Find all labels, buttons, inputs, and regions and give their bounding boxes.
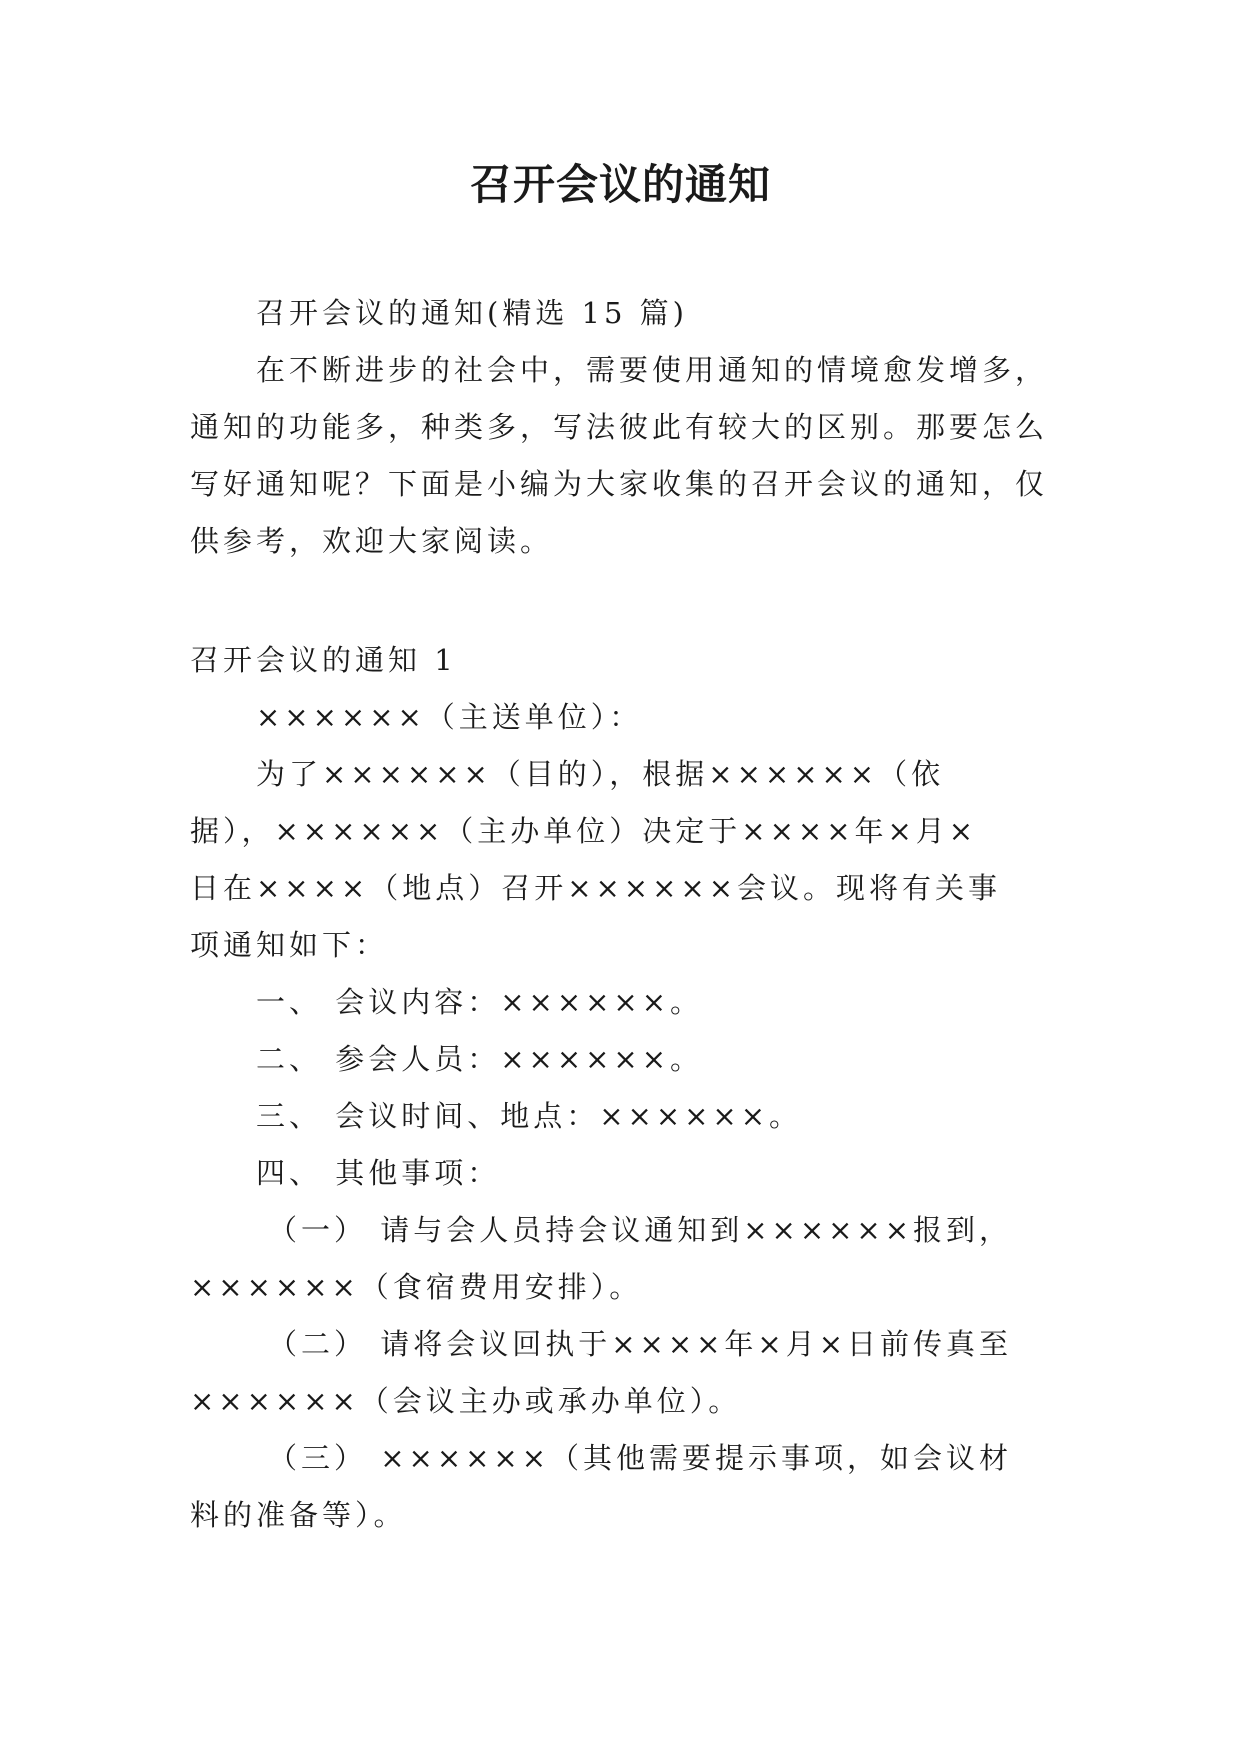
sub-item-line: 料的准备等）。 (190, 1498, 407, 1532)
document-title: 召开会议的通知 (469, 160, 771, 209)
intro-line-3: 写好通知呢？下面是小编为大家收集的召开会议的通知，仅 (190, 467, 1049, 501)
sub-item-line: ××××××（会议主办或承办单位）。 (190, 1384, 742, 1418)
section-heading: 召开会议的通知 1 (190, 643, 457, 677)
sub-item-line: ××××××（食宿费用安排）。 (190, 1270, 643, 1304)
body-line-4: 项通知如下： (190, 928, 389, 962)
intro-line-2: 通知的功能多，种类多，写法彼此有较大的区别。那要怎么 (190, 410, 1049, 444)
list-item: 二、 参会人员：××××××。 (256, 1042, 704, 1076)
sub-item-line: （一） 请与会人员持会议通知到××××××报到， (268, 1213, 1013, 1247)
sub-item-line: （三） ××××××（其他需要提示事项，如会议材 (268, 1441, 1013, 1475)
body-line-1: 为了××××××（目的），根据××××××（依 (256, 757, 945, 791)
recipient-line: ××××××（主送单位）： (256, 700, 643, 734)
sub-item-line: （二） 请将会议回执于××××年×月×日前传真至 (268, 1327, 1013, 1361)
list-item: 三、 会议时间、地点：××××××。 (256, 1099, 803, 1133)
body-line-2: 据），××××××（主办单位）决定于××××年×月× (190, 814, 978, 848)
document-subtitle: 召开会议的通知(精选 15 篇) (256, 296, 688, 330)
intro-line-1: 在不断进步的社会中，需要使用通知的情境愈发增多， (256, 353, 1049, 387)
list-item: 一、 会议内容：××××××。 (256, 985, 704, 1019)
body-line-3: 日在××××（地点）召开××××××会议。现将有关事 (190, 871, 1001, 905)
intro-line-4: 供参考，欢迎大家阅读。 (190, 524, 554, 558)
list-item: 四、 其他事项： (256, 1156, 501, 1190)
